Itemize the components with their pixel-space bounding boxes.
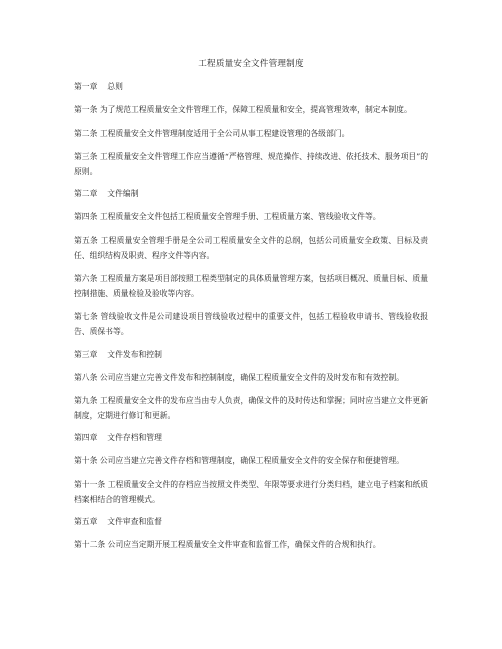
chapter-heading: 第三章 文件发布和控制 <box>74 349 162 359</box>
article-paragraph: 第十一条 工程质量安全文件的存档应当按照文件类型、年限等要求进行分类归档，建立电子档案和纸质档案相结合的管理模式。 <box>74 479 428 504</box>
article-paragraph: 第五条 工程质量安全管理手册是全公司工程质量安全文件的总纲，包括公司质量安全政策、目标及责任、组织结构及职责、程序文件等内容。 <box>74 235 428 260</box>
article-paragraph: 第四条 工程质量安全文件包括工程质量安全管理手册、工程质量方案、管线验收文件等。 <box>74 212 381 222</box>
chapter-heading: 第二章 文件编制 <box>74 189 139 199</box>
article-paragraph: 第九条 工程质量安全文件的发布应当由专人负责，确保文件的及时传达和掌握；同时应当建立文件更新制度，定期进行修订和更新。 <box>74 396 428 420</box>
article-paragraph: 第一条 为了规范工程质量安全文件管理工作，保障工程质量和安全，提高管理效率，制定本制度。 <box>74 105 412 114</box>
article-paragraph: 第七条 管线验收文件是公司建设项目管线验收过程中的重要文件，包括工程验收申请书、管线验收报告、质保书等。 <box>74 312 428 336</box>
article-paragraph: 第六条 工程质量方案是项目部按照工程类型制定的具体质量管理方案，包括项目概况、质量目标、质量控制措施、质量检验及验收等内容。 <box>74 274 428 298</box>
article-paragraph: 第二条 工程质量安全文件管理制度适用于全公司从事工程建设管理的各级部门。 <box>74 128 350 138</box>
article-paragraph: 第十条 公司应当建立完善文件存档和管理制度，确保工程质量安全文件的安全保存和便捷管理。 <box>74 456 404 466</box>
chapter-heading: 第四章 文件存档和管理 <box>74 433 162 443</box>
document-title: 工程质量安全文件管理制度 <box>198 59 304 69</box>
article-paragraph: 第三条 工程质量安全文件管理工作应当遵循“严格管理、规范操作、持续改进、依托技术、服务项目”的原则。 <box>74 152 428 176</box>
article-paragraph: 第八条 公司应当建立完善文件发布和控制制度，确保工程质量安全文件的及时发布和有效控制。 <box>74 372 404 382</box>
chapter-heading: 第五章 文件审查和监督 <box>74 517 162 527</box>
article-paragraph: 第十二条 公司应当定期开展工程质量安全文件审查和监督工作，确保文件的合规和执行。 <box>74 540 381 550</box>
chapter-heading: 第一章 总则 <box>74 82 123 91</box>
